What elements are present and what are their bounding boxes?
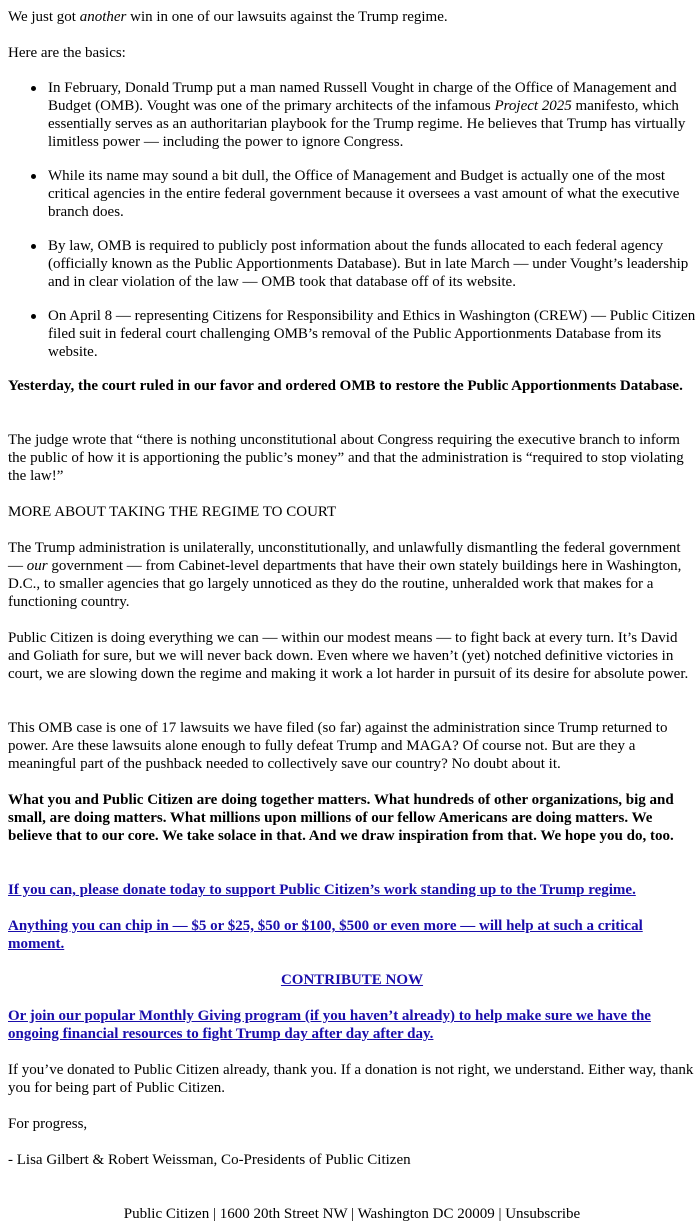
list-item: By law, OMB is required to publicly post information about the funds allocated to each federal agency (officially known as the Public Apportionments Database). But in late March — under Vought’s leadership and in clear violation of the law — OMB took that database off of its website. [48, 237, 696, 291]
list-item: On April 8 — representing Citizens for Responsibility and Ethics in Washington (CREW) — Public Citizen filed suit in federal court challenging OMB’s removal of the Public Apportionments Database from its website. [48, 308, 696, 360]
dismantling-paragraph [8, 539, 696, 611]
bullet-text-end: manifesto, which essentially serves as an authoritarian playbook for the Trump regime. He believes that Trump has virtually limitless power — including the power to ignore Congress. [48, 98, 686, 150]
bullet-text: In February, Donald Trump put a man named Russell Vought in charge of the Office of Management and Budget (OMB). Vought was one of the primary architects of the infamous [48, 80, 677, 114]
judge-quote-paragraph: The judge wrote that “there is nothing unconstitutional about Congress requiring the executive branch to inform the public of how it is apportioning the public’s money” and that the administration is “required to stop violating the law!” [8, 432, 684, 484]
intro-paragraph [8, 8, 696, 26]
footer [8, 1205, 696, 1223]
donate-today-link[interactable]: If you can, please donate today to support Public Citizen’s work standing up to the Trump regime. [8, 882, 636, 898]
contribute-paragraph [8, 971, 696, 989]
footer-separator: | [209, 1206, 220, 1222]
contribute-now-link[interactable]: CONTRIBUTE NOW [280, 972, 424, 988]
monthly-giving-link[interactable]: Or join our popular Monthly Giving program (if you haven’t already) to help make sure we have the ongoing financial resources to fight Trump day after day after day. [8, 1008, 651, 1042]
footer-city: Washington DC 20009 [357, 1206, 495, 1222]
signature: - Lisa Gilbert & Robert Weissman, Co-Presidents of Public Citizen [8, 1152, 411, 1168]
ruling-text: Yesterday, the court ruled in our favor and ordered OMB to restore the Public Apportionments Database. [8, 378, 683, 394]
matters-text: What you and Public Citizen are doing together matters. What hundreds of other organizations, big and small, are doing matters. What millions upon millions of our fellow Americans are doing matters. We believe that to our core. We take solace in that. And we draw inspiration from that. We hope you do, too. [8, 792, 674, 844]
lawsuits-paragraph: This OMB case is one of 17 lawsuits we have filed (so far) against the administration since Trump returned to power. Are these lawsuits alone enough to fully defeat Trump and MAGA? Of course not. But are they a meaningful part of the pushback needed to collectively save our country? No doubt about it. [8, 720, 668, 772]
dismantling-text: The Trump administration is unilaterally, unconstitutionally, and unlawfully dismantling the federal government — [8, 540, 681, 574]
chip-in-link[interactable]: Anything you can chip in — $5 or $25, $50 or $100, $500 or even more — will help at such a critical moment. [8, 918, 643, 952]
footer-separator: | [347, 1206, 358, 1222]
intro-text: We just got [8, 9, 80, 25]
fighting-back-paragraph: Public Citizen is doing everything we can — within our modest means — to fight back at every turn. It’s David and Goliath for sure, but we will never back down. Even where we haven’t (yet) notched definitive victories in court, we are slowing down the regime and making it work a lot harder in pursuit of its desire for absolute power. [8, 630, 689, 682]
our-emphasis: our [26, 558, 48, 574]
donate-today-paragraph [8, 881, 696, 899]
list-item: While its name may sound a bit dull, the Office of Management and Budget is actually one of the most critical agencies in the entire federal government because it oversees a vast amount of what the executive branch does. [48, 167, 696, 221]
list-item [48, 79, 696, 151]
chip-in-paragraph [8, 917, 696, 953]
section-heading: MORE ABOUT TAKING THE REGIME TO COURT [8, 504, 337, 520]
matters-paragraph [8, 791, 696, 845]
ruling-paragraph [8, 377, 696, 395]
project-2025-emphasis: Project 2025 [494, 98, 572, 114]
signoff: For progress, [8, 1116, 88, 1132]
unsubscribe-link[interactable]: Unsubscribe [505, 1206, 581, 1222]
intro-emphasis: another [79, 9, 127, 25]
footer-separator: | [494, 1206, 506, 1222]
basics-heading: Here are the basics: [8, 45, 126, 61]
dismantling-text-end: government — from Cabinet-level departments that have their own stately buildings here in Washington, D.C., to smaller agencies that go largely unnoticed as they do the routine, unheralded work that makes for a functioning country. [8, 558, 682, 610]
footer-address: 1600 20th Street NW [219, 1206, 348, 1222]
monthly-giving-paragraph [8, 1007, 696, 1043]
intro-text-end: win in one of our lawsuits against the Trump regime. [126, 9, 448, 25]
footer-org: Public Citizen [123, 1206, 210, 1222]
thanks-paragraph: If you’ve donated to Public Citizen already, thank you. If a donation is not right, we understand. Either way, thank you for being part of Public Citizen. [8, 1062, 694, 1096]
